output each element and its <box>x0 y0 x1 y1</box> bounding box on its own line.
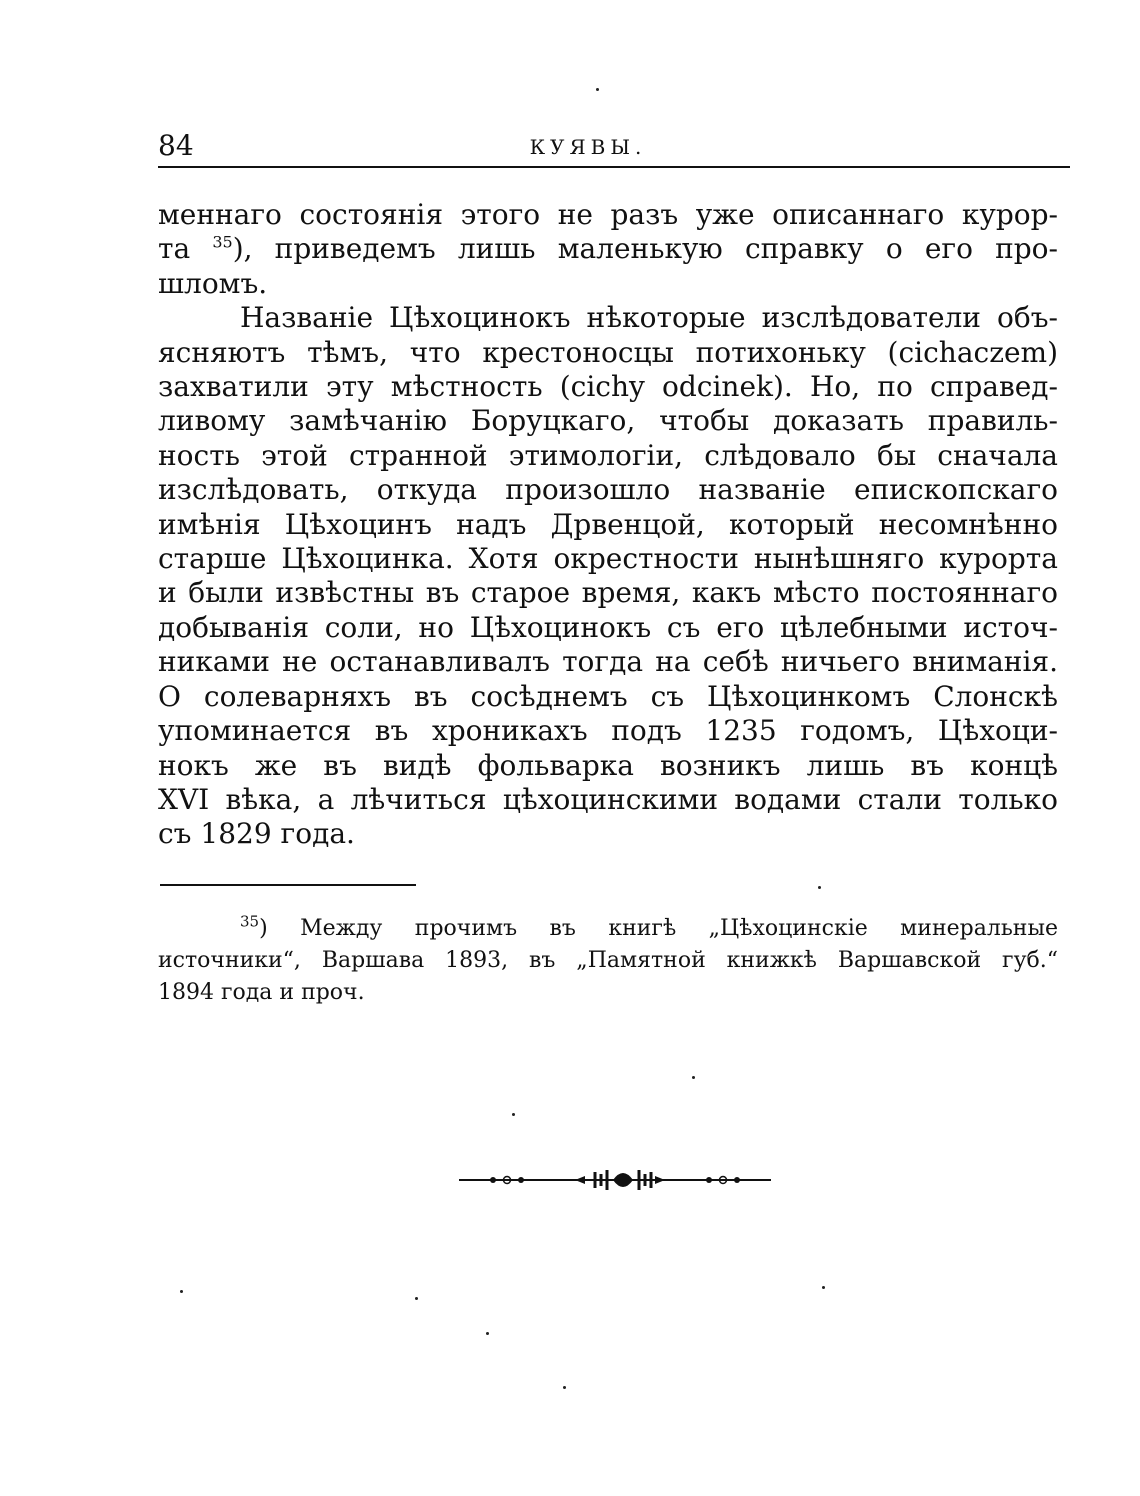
print-speck <box>486 1332 489 1335</box>
text-line: имѣнія Цѣхоцинъ надъ Дрвенцой, который несомнѣнно <box>158 507 1058 541</box>
footnote-line: 1894 года и проч. <box>158 980 365 1005</box>
paragraph-continued <box>158 198 1058 301</box>
text-line: шломъ. <box>158 266 268 300</box>
footnote-line <box>158 913 1058 945</box>
print-speck <box>512 1113 515 1116</box>
text-fragment: ), приведемъ лишь маленькую справку о его про- <box>232 232 1058 266</box>
text-fragment: та <box>158 232 213 266</box>
print-speck <box>818 886 821 889</box>
text-line: нокъ же въ видѣ фольварка возникъ лишь въ концѣ <box>158 748 1058 782</box>
header-rule <box>158 166 1070 168</box>
text-line: старше Цѣхоцинка. Хотя окрестности нынѣшняго курорта <box>158 542 1058 576</box>
footnote-rule <box>160 884 416 886</box>
footnote <box>158 913 1058 1009</box>
footnote-mark: 35 <box>240 912 260 931</box>
print-speck <box>692 1076 695 1079</box>
text-line: съ 1829 года. <box>158 817 355 851</box>
text-line: добыванія соли, но Цѣхоцинокъ съ его цѣлебными источ- <box>158 610 1058 644</box>
text-line <box>158 232 1058 266</box>
print-speck <box>563 1386 566 1389</box>
print-speck <box>415 1297 418 1300</box>
footnote-reference[interactable]: 35 <box>212 233 233 253</box>
text-line: и были извѣстны въ старое время, какъ мѣсто постояннаго <box>158 576 1058 610</box>
text-line: О солеварняхъ въ сосѣднемъ съ Цѣхоцинкомъ Слонскѣ <box>158 679 1058 713</box>
footnote-line: источники“, Варшава 1893, въ „Памятной книжкѣ Варшавской губ.“ <box>158 948 1058 973</box>
text-line: никами не останавливалъ тогда на себѣ ничьего вниманія. <box>158 645 1058 679</box>
decorative-ornament-icon <box>455 1160 775 1200</box>
main-text <box>158 198 1058 852</box>
running-title: КУЯВЫ. <box>529 135 647 159</box>
footnote-text: ) Между прочимъ въ книгѣ „Цѣхоцинскіе минеральные <box>259 916 1058 941</box>
print-speck <box>180 1290 183 1293</box>
page-header <box>158 128 1070 164</box>
text-line: меннаго состоянія этого не разъ уже описаннаго курор- <box>158 198 1058 231</box>
page-number: 84 <box>158 129 194 162</box>
print-speck <box>822 1286 825 1289</box>
text-line: XVI вѣка, а лѣчиться цѣхоцинскими водами стали только <box>158 782 1058 816</box>
text-line: ясняютъ тѣмъ, что крестоносцы потихоньку (cichaczem) <box>158 335 1058 369</box>
text-line: Названіе Цѣхоцинокъ нѣкоторые изслѣдователи объ- <box>240 301 1058 335</box>
text-line: изслѣдовать, откуда произошло названіе епископскаго <box>158 473 1058 507</box>
print-speck <box>596 88 599 91</box>
text-line: упоминается въ хроникахъ подъ 1235 годомъ, Цѣхоци- <box>158 714 1058 748</box>
text-line: ность этой странной этимологіи, слѣдовало бы сначала <box>158 438 1058 472</box>
text-line: захватили эту мѣстность (cichy odcinek). Но, по справед- <box>158 370 1058 404</box>
paragraph-ciechocinek <box>158 301 1058 852</box>
text-line: ливому замѣчанію Боруцкаго, чтобы доказать правиль- <box>158 404 1058 438</box>
